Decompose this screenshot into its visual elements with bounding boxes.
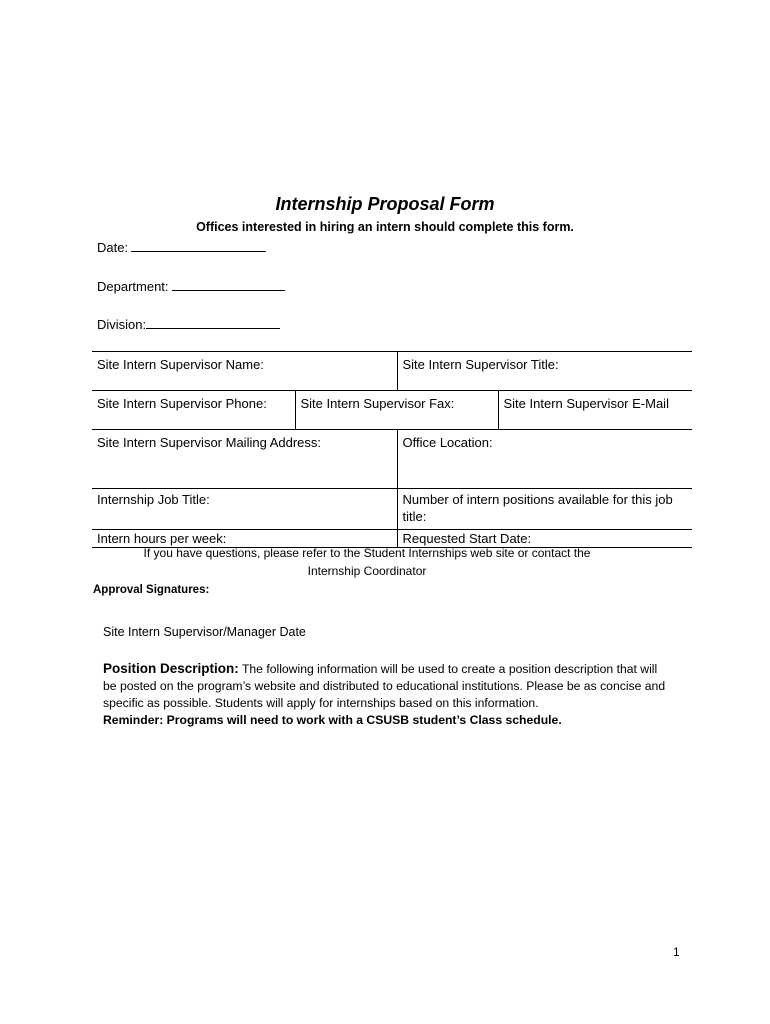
date-field[interactable] xyxy=(97,239,266,255)
date-line[interactable] xyxy=(131,239,266,252)
positions-available-cell[interactable]: Number of intern positions available for this job title: xyxy=(397,489,692,530)
supervisor-title-cell[interactable]: Site Intern Supervisor Title: xyxy=(397,352,692,391)
office-location-cell[interactable]: Office Location: xyxy=(397,430,692,489)
department-line[interactable] xyxy=(172,278,285,291)
hours-per-week-cell[interactable]: Intern hours per week: xyxy=(92,530,397,548)
department-label: Department: xyxy=(97,279,169,294)
department-field[interactable] xyxy=(97,278,285,294)
start-date-cell[interactable]: Requested Start Date: xyxy=(397,530,692,548)
page-number: 1 xyxy=(673,945,680,959)
reminder-text: Reminder: Programs will need to work with a CSUSB student’s Class schedule. xyxy=(103,713,562,727)
note-line-1: If you have questions, please refer to the Student Internships web site or contact the xyxy=(143,546,591,560)
division-line[interactable] xyxy=(146,316,280,329)
position-description xyxy=(103,660,673,729)
position-description-label: Position Description: xyxy=(103,661,239,676)
signature-line-label: Site Intern Supervisor/Manager Date xyxy=(103,625,306,639)
note-line-2: Internship Coordinator xyxy=(307,564,427,578)
supervisor-fax-cell[interactable]: Site Intern Supervisor Fax: xyxy=(295,391,498,430)
position-description-text: The following information will be used to create a position description that will be posted on the program’s website and distributed to educational institutions. Please be as concise and specific as possible. Students will apply for internships based on this information. xyxy=(103,662,666,710)
supervisor-email-cell[interactable]: Site Intern Supervisor E-Mail xyxy=(498,391,692,430)
division-field[interactable] xyxy=(97,316,280,332)
date-label: Date: xyxy=(97,240,129,255)
supervisor-phone-cell[interactable]: Site Intern Supervisor Phone: xyxy=(92,391,295,430)
form-title: Internship Proposal Form xyxy=(275,194,495,214)
supervisor-name-cell[interactable]: Site Intern Supervisor Name: xyxy=(92,352,397,391)
form-subtitle: Offices interested in hiring an intern should complete this form. xyxy=(196,220,574,234)
supervisor-info-table xyxy=(92,351,692,548)
approval-heading: Approval Signatures: xyxy=(93,584,210,596)
division-label: Division: xyxy=(97,317,147,332)
job-title-cell[interactable]: Internship Job Title: xyxy=(92,489,397,530)
mailing-address-cell[interactable]: Site Intern Supervisor Mailing Address: xyxy=(92,430,397,489)
